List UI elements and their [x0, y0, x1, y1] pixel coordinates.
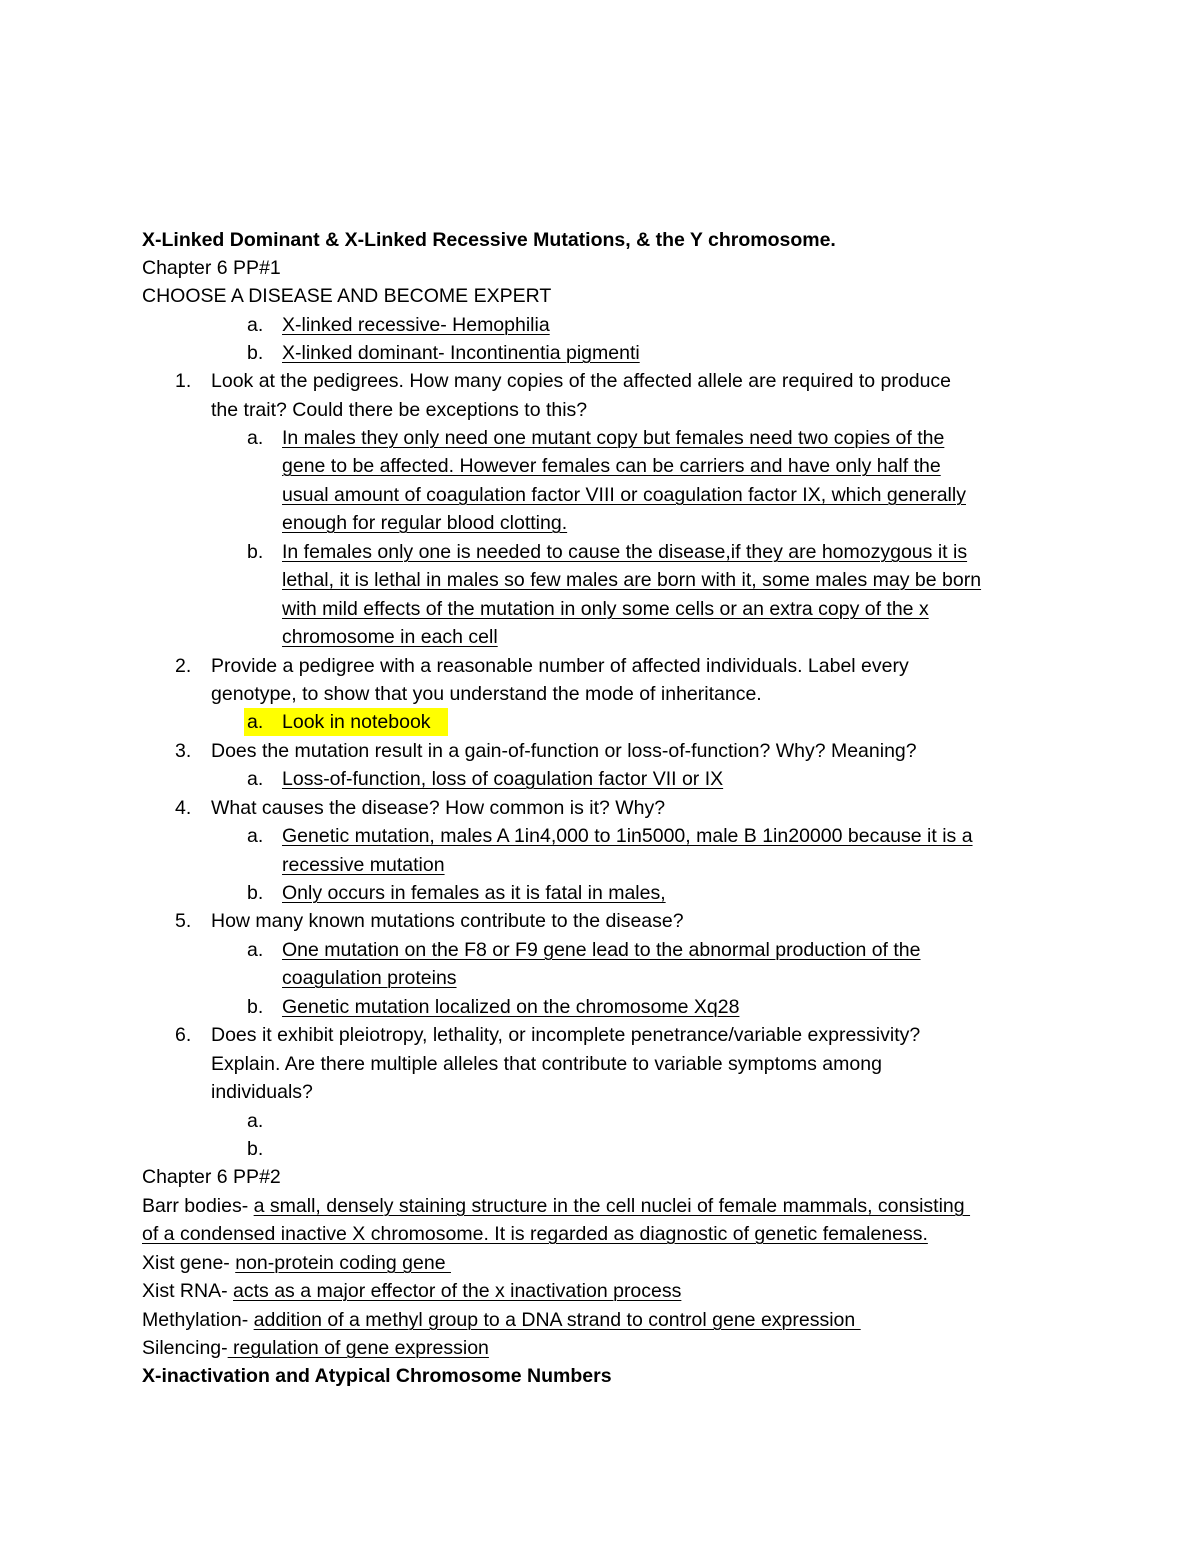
choose-heading: CHOOSE A DISEASE AND BECOME EXPERT [142, 285, 552, 307]
chapter-heading-1: Chapter 6 PP#1 [142, 257, 281, 279]
question-number: 1. [175, 370, 192, 392]
question-text: individuals? [211, 1081, 313, 1103]
list-marker: b. [247, 1138, 264, 1160]
intro-item-text: X-linked dominant- Incontinentia pigmenti [282, 342, 640, 364]
term-label: Xist RNA- [142, 1280, 234, 1302]
answer-text: usual amount of coagulation factor VIII or coagulation factor IX, which generally [282, 484, 966, 506]
term-definition: of a condensed inactive X chromosome. It is regarded as diagnostic of genetic femaleness. [142, 1223, 928, 1245]
question-text: How many known mutations contribute to the disease? [211, 910, 684, 932]
answer-text: Loss-of-function, loss of coagulation factor VII or IX [282, 768, 724, 790]
list-marker: b. [247, 882, 264, 904]
answer-text: lethal, it is lethal in males so few males are born with it, some males may be born [282, 569, 982, 591]
chapter-heading-2: Chapter 6 PP#2 [142, 1166, 281, 1188]
list-marker: b. [247, 342, 264, 364]
term-barr-bodies-cont [142, 1220, 928, 1248]
question-number: 3. [175, 740, 192, 762]
answer-text: chromosome in each cell [282, 626, 498, 648]
list-marker: a. [247, 1110, 264, 1132]
intro-item-text: X-linked recessive- Hemophilia [282, 314, 550, 336]
term-xist-rna [142, 1277, 681, 1305]
answer-text: gene to be affected. However females can be carriers and have only half the [282, 455, 941, 477]
answer-text: One mutation on the F8 or F9 gene lead to the abnormal production of the [282, 939, 921, 961]
question-text: the trait? Could there be exceptions to this? [211, 399, 588, 421]
term-definition: non-protein coding gene [235, 1252, 451, 1274]
list-marker: a. [247, 314, 264, 336]
list-marker: a. [247, 939, 264, 961]
question-text: Does it exhibit pleiotropy, lethality, or incomplete penetrance/variable expressivity? [211, 1024, 921, 1046]
list-marker: b. [247, 541, 264, 563]
term-xist-gene [142, 1249, 451, 1277]
answer-text: Look in notebook [282, 711, 431, 733]
term-definition: acts as a major effector of the x inactivation process [233, 1280, 682, 1302]
question-text: Does the mutation result in a gain-of-function or loss-of-function? Why? Meaning? [211, 740, 917, 762]
list-marker: a. [247, 825, 264, 847]
term-definition: addition of a methyl group to a DNA strand to control gene expression [253, 1309, 861, 1331]
document-title: X-Linked Dominant & X-Linked Recessive Mutations, & the Y chromosome. [142, 229, 836, 251]
question-text: What causes the disease? How common is it? Why? [211, 797, 666, 819]
section-heading-x-inactivation: X-inactivation and Atypical Chromosome Numbers [142, 1365, 612, 1387]
question-text: Provide a pedigree with a reasonable number of affected individuals. Label every [211, 655, 909, 677]
answer-text: coagulation proteins [282, 967, 457, 989]
term-label: Barr bodies- [142, 1195, 254, 1217]
term-label: Methylation- [142, 1309, 254, 1331]
term-label: Silencing- [142, 1337, 228, 1359]
answer-text: Genetic mutation localized on the chromosome Xq28 [282, 996, 740, 1018]
list-marker: a. [247, 427, 264, 449]
list-marker: a. [247, 711, 264, 733]
term-definition: a small, densely staining structure in the cell nuclei of female mammals, consisting [253, 1195, 971, 1217]
question-text: Explain. Are there multiple alleles that contribute to variable symptoms among [211, 1053, 882, 1075]
term-methylation [142, 1306, 861, 1334]
term-barr-bodies [142, 1192, 970, 1220]
question-number: 4. [175, 797, 192, 819]
answer-text: recessive mutation [282, 854, 445, 876]
question-number: 2. [175, 655, 192, 677]
term-definition: regulation of gene expression [227, 1337, 489, 1359]
question-text: Look at the pedigrees. How many copies of the affected allele are required to produce [211, 370, 952, 392]
answer-text: Genetic mutation, males A 1in4,000 to 1in5000, male B 1in20000 because it is a [282, 825, 973, 847]
question-number: 5. [175, 910, 192, 932]
answer-text: In males they only need one mutant copy but females need two copies of the [282, 427, 945, 449]
term-label: Xist gene- [142, 1252, 236, 1274]
question-text: genotype, to show that you understand the mode of inheritance. [211, 683, 762, 705]
answer-text: In females only one is needed to cause the disease,if they are homozygous it is [282, 541, 968, 563]
question-number: 6. [175, 1024, 192, 1046]
term-silencing [142, 1334, 489, 1362]
answer-text: with mild effects of the mutation in only some cells or an extra copy of the x [282, 598, 929, 620]
answer-text: Only occurs in females as it is fatal in males, [282, 882, 666, 904]
list-marker: a. [247, 768, 264, 790]
answer-text: enough for regular blood clotting. [282, 512, 568, 534]
list-marker: b. [247, 996, 264, 1018]
